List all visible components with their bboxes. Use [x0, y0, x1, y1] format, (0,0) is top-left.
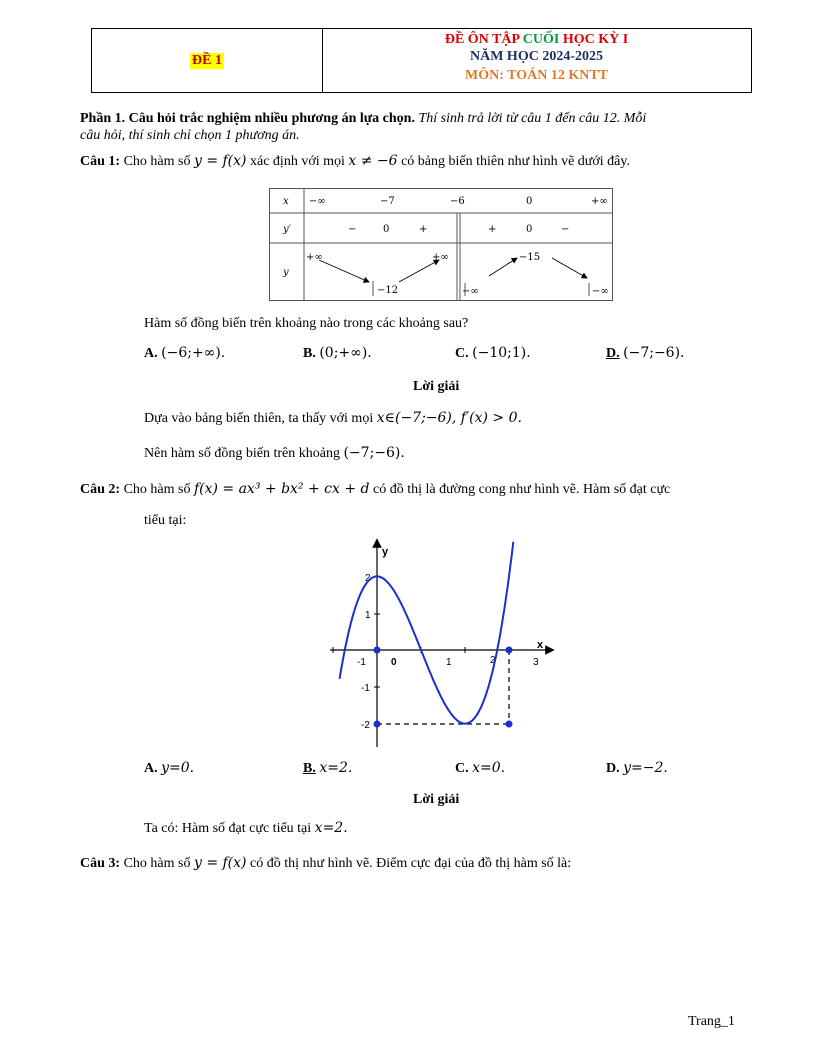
- q2-option-b[interactable]: B. x=2.: [303, 760, 353, 776]
- tbl-y-0: +∞: [306, 252, 323, 263]
- arrow-down-2: [552, 258, 587, 278]
- tbl-y-5: −∞: [592, 286, 609, 297]
- q1-solution-1: Dựa vào bảng biến thiên, ta thấy với mọi x∈(−7;−6), f′(x) > 0.: [144, 410, 522, 426]
- tbl-y-2: +∞: [432, 252, 449, 263]
- header-subject: MÔN: TOÁN 12 KNTT: [465, 68, 608, 83]
- point-origin: [374, 647, 381, 654]
- tbl-y-label: y: [283, 267, 289, 278]
- q2-solution-title: Lời giải: [413, 792, 460, 807]
- q2-func: f(x) = ax³ + bx² + cx + d: [193, 481, 370, 497]
- tbl-yp-1: 0: [383, 224, 390, 235]
- variation-table: [269, 188, 614, 302]
- q2-option-d[interactable]: D. y=−2.: [606, 760, 668, 776]
- tbl-yp-2: +: [419, 224, 428, 235]
- tbl-x-1: −7: [380, 196, 395, 207]
- q2-stem: Câu 2: Cho hàm số f(x) = ax³ + bx² + cx + d có đồ thị là đường cong như hình vẽ. Hàm số đạt cực: [80, 481, 671, 497]
- tbl-y-4: −∞: [462, 286, 479, 297]
- cubic-graph: [325, 535, 555, 755]
- tbl-x-4: +∞: [591, 196, 608, 207]
- ytick-1: 1: [365, 610, 371, 621]
- page-footer: Trang_1: [688, 1014, 735, 1029]
- ytick-2: 2: [365, 573, 371, 584]
- tbl-yp-5: −: [561, 224, 570, 235]
- tbl-x-0: −∞: [309, 196, 326, 207]
- tbl-yp-0: −: [348, 224, 357, 235]
- cubic-curve: [340, 542, 514, 724]
- q1-question: Hàm số đồng biến trên khoảng nào trong các khoảng sau?: [144, 316, 469, 331]
- q2-label: Câu 2:: [80, 482, 121, 497]
- point-y-m2: [374, 721, 381, 728]
- tbl-yp-3: +: [488, 224, 497, 235]
- tbl-y-3: −15: [519, 252, 541, 263]
- q2-solution-1: Ta có: Hàm số đạt cực tiểu tại x=2.: [144, 820, 348, 836]
- part1-instruction-2: câu hỏi, thí sinh chỉ chọn 1 phương án.: [80, 128, 300, 143]
- q2-option-c[interactable]: C. x=0.: [455, 760, 506, 776]
- q3-stem: Câu 3: Cho hàm số y = f(x) có đồ thị như hình vẽ. Điểm cực đại của đồ thị hàm số là:: [80, 855, 572, 871]
- point-x2: [506, 647, 513, 654]
- q2-option-a[interactable]: A. y=0.: [144, 760, 195, 776]
- tbl-x-label: x: [283, 196, 289, 207]
- q1-option-b[interactable]: B. (0;+∞).: [303, 345, 372, 361]
- tbl-yp-label: y′: [283, 224, 291, 235]
- arrow-down-1: [319, 260, 369, 282]
- axis-x-label: x: [537, 639, 544, 651]
- q1-option-c[interactable]: C. (−10;1).: [455, 345, 531, 361]
- header-title: ĐỀ ÔN TẬP CUỐI HỌC KỲ I: [444, 32, 629, 47]
- q2-stem-2: tiểu tại:: [144, 513, 187, 528]
- ytick-m2: -2: [361, 720, 370, 731]
- de-label: ĐỀ 1: [192, 52, 222, 68]
- ytick-m1: -1: [361, 683, 370, 694]
- q3-func: y = f(x): [193, 855, 247, 871]
- axis-y-label: y: [382, 546, 389, 558]
- xtick-1: 1: [446, 657, 452, 668]
- xtick-3: 3: [533, 657, 539, 668]
- tbl-yp-4: 0: [526, 224, 533, 235]
- q1-cond: x ≠ −6: [348, 153, 398, 169]
- q1-solution-title: Lời giải: [413, 379, 460, 394]
- point-min: [506, 721, 513, 728]
- header-left-cell: [92, 29, 323, 92]
- q1-func: y = f(x): [193, 153, 247, 169]
- part1-title-line: [80, 111, 646, 127]
- tbl-x-2: −6: [450, 196, 465, 207]
- q1-option-a[interactable]: A. (−6;+∞).: [144, 345, 226, 361]
- q3-label: Câu 3:: [80, 856, 121, 871]
- header-right-cell: [322, 29, 751, 92]
- part1-instruction-1: Thí sinh trả lời từ câu 1 đến câu 12. Mỗi: [414, 111, 647, 126]
- tbl-y-1: −12: [377, 285, 399, 296]
- header-box: [91, 28, 752, 93]
- xtick-0: 0: [391, 657, 397, 668]
- q1-label: Câu 1:: [80, 154, 121, 169]
- q1-option-d[interactable]: D. (−7;−6).: [606, 345, 685, 361]
- header-year: NĂM HỌC 2024-2025: [470, 49, 603, 64]
- tbl-x-3: 0: [526, 196, 533, 207]
- xtick-m1: -1: [357, 657, 366, 668]
- arrow-up-2: [489, 258, 517, 276]
- q1-solution-2: Nên hàm số đồng biến trên khoảng (−7;−6).: [144, 445, 405, 461]
- q1-stem: Câu 1: Cho hàm số y = f(x) xác định với mọi x ≠ −6 có bảng biến thiên như hình vẽ dưới đây.: [80, 153, 630, 169]
- xtick-2: 2: [490, 655, 496, 666]
- part1-title: Phần 1. Câu hỏi trắc nghiệm nhiều phương án lựa chọn.: [80, 111, 415, 126]
- arrow-up-1: [399, 260, 439, 282]
